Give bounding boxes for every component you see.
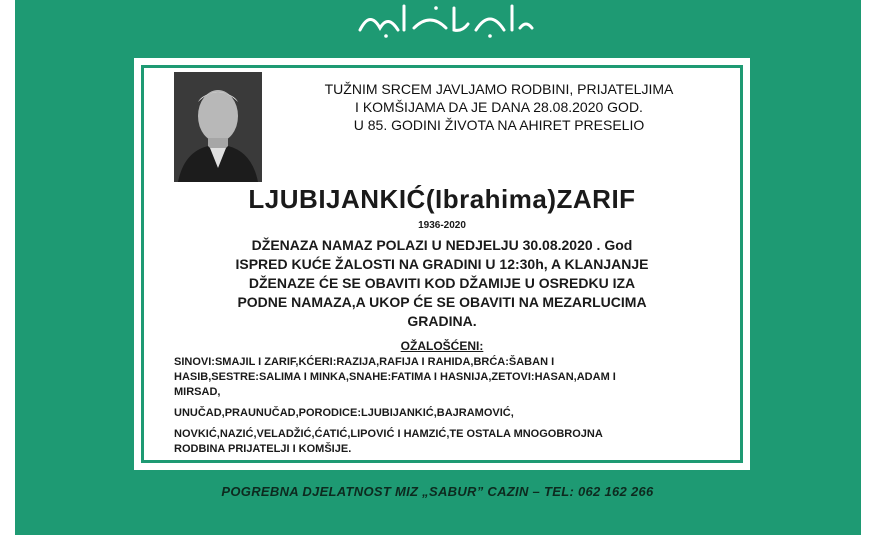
- intro-line: I KOMŠIJAMA DA JE DANA 28.08.2020 GOD.: [355, 99, 643, 115]
- mourners-list: [174, 355, 714, 457]
- funeral-service-footer: POGREBNA DJELATNOST MIZ „SABUR” CAZIN – TEL: 062 162 266: [221, 484, 654, 499]
- mourners-line: NOVKIĆ,NAZIĆ,VELADŽIĆ,ĆATIĆ,LIPOVIĆ I HAMZIĆ,TE OSTALA MNOGOBROJNA: [174, 428, 603, 440]
- funeral-details: [174, 236, 710, 331]
- intro-line: U 85. GODINI ŽIVOTA NA AHIRET PRESELIO: [353, 117, 645, 133]
- arabic-calligraphy-logo: [340, 0, 540, 40]
- obituary-card: [134, 58, 750, 470]
- mourners-line: HASIB,SESTRE:SALIMA I MINKA,SNAHE:FATIMA I HASNIJA,ZETOVI:HASAN,ADAM I: [174, 371, 616, 383]
- deceased-name: LJUBIJANKIĆ(Ibrahima)ZARIF: [248, 184, 636, 214]
- funeral-line: PODNE NAMAZA,A UKOP ĆE SE OBAVITI NA MEZARLUCIMA: [237, 294, 647, 310]
- mourners-line: MIRSAD,: [174, 386, 221, 398]
- funeral-line: DŽENAZE ĆE SE OBAVITI KOD DŽAMIJE U OSREDKU IZA: [248, 275, 636, 291]
- intro-text: [284, 80, 714, 134]
- mourners-heading: OŽALOŠĆENI:: [400, 339, 484, 353]
- mourners-line: UNUČAD,PRAUNUČAD,PORODICE:LJUBIJANKIĆ,BAJRAMOVIĆ,: [174, 407, 514, 419]
- mourners-line: RODBINA PRIJATELJI I KOMŠIJE.: [174, 443, 352, 455]
- deceased-photo: [174, 72, 262, 182]
- funeral-line: DŽENAZA NAMAZ POLAZI U NEDJELJU 30.08.2020 . God: [251, 237, 633, 253]
- funeral-line: GRADINA.: [407, 313, 477, 329]
- funeral-line: ISPRED KUĆE ŽALOSTI NA GRADINI U 12:30h, A KLANJANJE: [235, 256, 649, 272]
- life-years: 1936-2020: [418, 220, 466, 231]
- mourners-line: SINOVI:SMAJIL I ZARIF,KĆERI:RAZIJA,RAFIJA I RAHIDA,BRĆA:ŠABAN I: [174, 356, 555, 368]
- intro-line: TUŽNIM SRCEM JAVLJAMO RODBINI, PRIJATELJIMA: [324, 81, 674, 97]
